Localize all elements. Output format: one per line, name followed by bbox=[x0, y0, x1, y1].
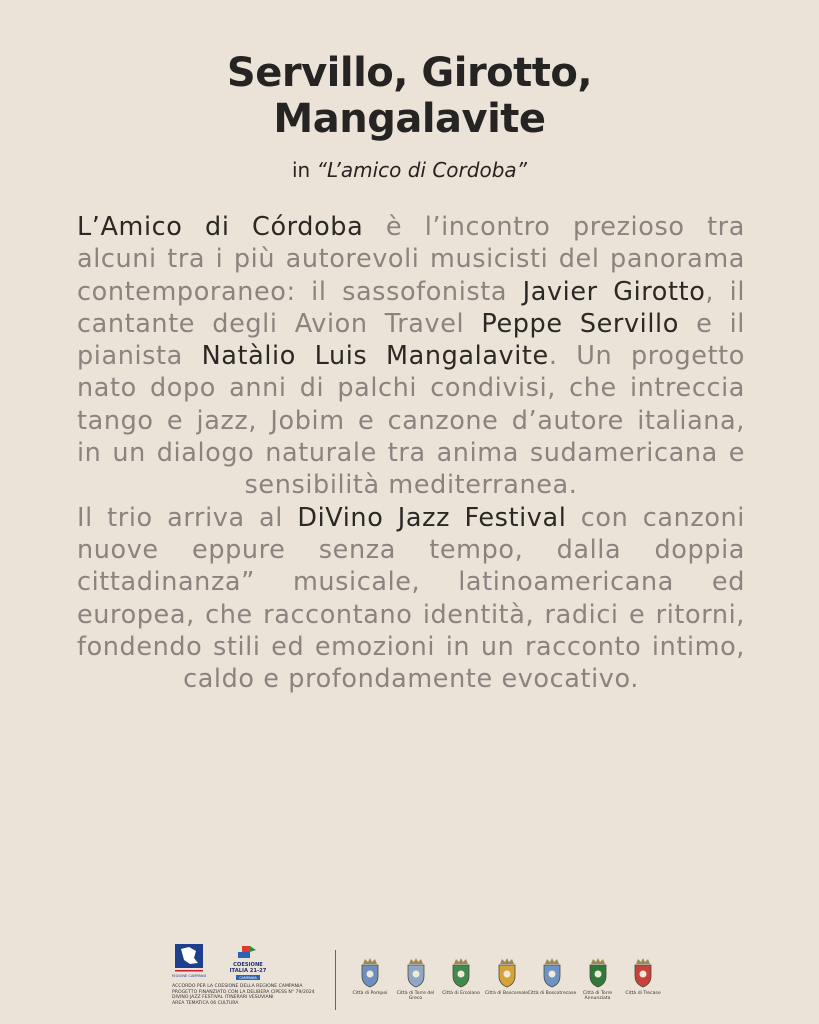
crest-boscoreale-icon bbox=[496, 958, 518, 988]
funding-note bbox=[172, 984, 332, 1006]
highlighted-name: DiVino Jazz Festival bbox=[297, 502, 567, 533]
body-text-run: con canzoni nuove eppure senza tempo, dalla doppia cittadinanza” musicale, latinoamericana ed europea, che raccontano identità, radici e ritorni, fondendo stili ed emozioni in un racconto intimo, caldo e profondamente evocativo. bbox=[77, 502, 745, 695]
highlighted-name: Natàlio Luis Mangalavite bbox=[201, 341, 549, 372]
municipality-crest bbox=[618, 958, 668, 996]
body-text-run: , il cantante degli Avion Travel bbox=[77, 276, 746, 339]
crest-label: Città di Pompei bbox=[352, 991, 388, 996]
crest-label: Città di Boscotrecase bbox=[527, 991, 577, 996]
body-text-run: è l’incontro prezioso tra alcuni tra i più autorevoli musicisti del panorama contemporaneo: il sassofonista bbox=[77, 212, 745, 307]
crest-label: Città di Ercolano bbox=[442, 991, 480, 996]
crest-torre-annunziata-icon bbox=[587, 958, 609, 988]
regione-campania-logo bbox=[172, 944, 206, 980]
municipality-crest bbox=[436, 958, 486, 996]
funding-note-line: PROGETTO FINANZIATO CON LA DELIBERA CIPESS N° 79/2024 bbox=[172, 989, 315, 995]
municipality-crest bbox=[527, 958, 577, 996]
title-line-2: Mangalavite bbox=[273, 96, 546, 142]
highlighted-name: Peppe Servillo bbox=[481, 308, 679, 339]
svg-text:CAMPANIA: CAMPANIA bbox=[239, 976, 257, 980]
footer-divider bbox=[335, 950, 336, 1010]
highlighted-name: L’Amico di Córdoba bbox=[77, 212, 364, 242]
crest-ercolano-icon bbox=[450, 958, 472, 988]
body-text-run: Il trio arriva al bbox=[77, 502, 298, 533]
crest-label: Città di Trecase bbox=[625, 991, 661, 996]
municipality-crest bbox=[573, 958, 623, 1002]
svg-text:COESIONE: COESIONE bbox=[233, 962, 263, 968]
municipality-crest bbox=[482, 958, 532, 996]
municipality-crest bbox=[345, 958, 395, 996]
coesione-italia-logo bbox=[228, 944, 268, 982]
crest-label: Città di Boscoreale bbox=[484, 991, 529, 996]
footer bbox=[0, 940, 819, 1024]
funding-note-line: AREA TEMATICA 06 CULTURA bbox=[172, 1000, 239, 1006]
crest-pompei-icon bbox=[359, 958, 381, 988]
svg-text:REGIONE CAMPANIA: REGIONE CAMPANIA bbox=[172, 974, 206, 978]
funding-note-line: DIVINO JAZZ FESTIVAL ITINERARI VESUVIANI bbox=[172, 995, 274, 1001]
description-paragraph-1 bbox=[77, 211, 745, 502]
funding-note-line: ACCORDO PER LA COESIONE DELLA REGIONE CAMPANIA bbox=[172, 984, 303, 989]
highlighted-name: Javier Girotto bbox=[522, 276, 706, 307]
subtitle-prefix: in bbox=[291, 158, 317, 182]
municipality-crest bbox=[391, 958, 441, 1002]
title-line-1: Servillo, Girotto, bbox=[226, 50, 593, 96]
crest-label: Città di Torre del Greco bbox=[396, 991, 435, 1002]
subtitle-show-name: “L’amico di Cordoba” bbox=[316, 158, 528, 182]
description bbox=[77, 211, 745, 695]
page-title bbox=[0, 50, 819, 142]
crest-torre-del-greco-icon bbox=[405, 958, 427, 988]
body-text-run: e il pianista bbox=[77, 308, 745, 372]
description-paragraph-2 bbox=[77, 502, 745, 696]
crest-label: Città di Torre Annunziata bbox=[582, 991, 613, 1002]
svg-text:ITALIA 21-27: ITALIA 21-27 bbox=[229, 968, 267, 974]
crest-boscotrecase-icon bbox=[541, 958, 563, 988]
sponsor-logos bbox=[172, 944, 322, 982]
crest-trecase-icon bbox=[632, 958, 654, 988]
body-text-run: . Un progetto nato dopo anni di palchi condivisi, che intreccia tango e jazz, Jobim e canzone d’autore italiana, in un dialogo naturale tra anima sudamericana e sensibilità mediterranea. bbox=[77, 341, 745, 501]
subtitle bbox=[0, 158, 819, 182]
